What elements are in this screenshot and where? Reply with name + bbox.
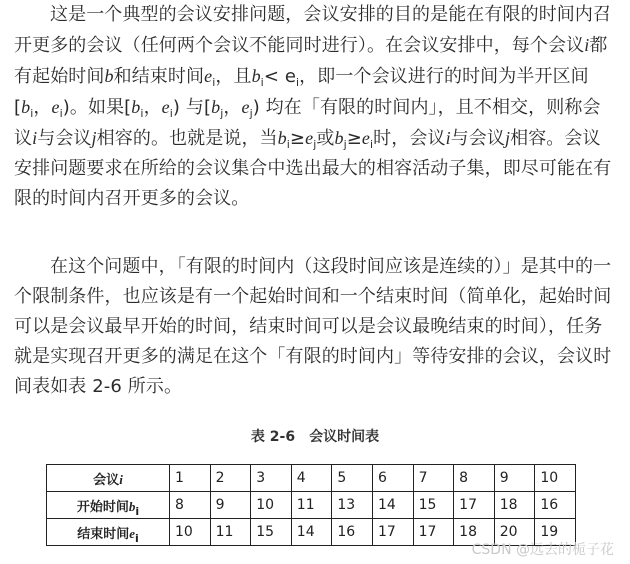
- table-cell: 9: [210, 492, 251, 519]
- row-header-variable: i: [119, 471, 123, 487]
- table-cell: 2: [210, 465, 251, 492]
- row-header-variable: b: [128, 498, 136, 514]
- table-cell: 15: [251, 519, 292, 546]
- intro-paragraph: 这是一个典型的会议安排问题，会议安排的目的是能在有限的时间内召开更多的会议（任何两个会议不能同时进行）。在会议安排中，每个会议i都有起始时间b和结束时间$e_i$，且$b_i< e_i$，即一个会议进行的时间为半开区间[$b_i$，$e_i$)。如果[$b_i$，$e_i$) 与[$b_j$，$e_j$) 均在「有限的时间内」，且不相交，则称会议i与会议j相容的。也就是说，当$b_i\ge e_j$或$b_j\ge e_i$时，会议i与会议j相容。会议安排问题要求在所给的会议集合中选出最大的相容活动子集，即尽可能在有限的时间内召开更多的会议。: [14, 4, 612, 209]
- row-header: [47, 519, 170, 546]
- meeting-number-row: [47, 465, 576, 492]
- constraint-paragraph: 在这个问题中，「有限的时间内（这段时间应该是连续的）」是其中的一个限制条件，也应该是有一个起始时间和一个结束时间（简单化，起始时间可以是会议最早开始的时间，结束时间可以是会议最晚结束的时间），任务就是实现召开更多的满足在这个「有限的时间内」等待安排的会议，会议时间表如表 2-6 所示。: [14, 256, 612, 397]
- table-cell: 13: [332, 492, 373, 519]
- table-cell: 15: [413, 492, 454, 519]
- table-cell: 10: [251, 492, 292, 519]
- table-cell: 9: [494, 465, 535, 492]
- table-cell: 17: [454, 492, 495, 519]
- row-header-variable: e: [129, 525, 135, 541]
- row-header-subscript: i: [135, 504, 140, 518]
- table-cell: 20: [494, 519, 535, 546]
- table-cell: 16: [535, 492, 576, 519]
- meeting-time-table: [46, 464, 576, 546]
- table-cell: 18: [494, 492, 535, 519]
- table-cell: 11: [210, 519, 251, 546]
- table-cell: 4: [291, 465, 332, 492]
- table-cell: 10: [170, 519, 211, 546]
- row-header: [47, 492, 170, 519]
- table-caption: 表 2-6 会议时间表: [250, 429, 380, 445]
- row-header-label: 结束时间: [77, 526, 130, 542]
- table-cell: 18: [454, 519, 495, 546]
- row-header-subscript: i: [135, 531, 139, 545]
- row-header-label: 开始时间: [76, 499, 129, 515]
- table-cell: 14: [291, 519, 332, 546]
- table-cell: 8: [454, 465, 495, 492]
- table-cell: 1: [170, 465, 211, 492]
- table-cell: 19: [535, 519, 576, 546]
- table-cell: 14: [372, 492, 413, 519]
- table-cell: 16: [332, 519, 373, 546]
- row-header-label: 会议: [93, 472, 120, 488]
- table-cell: 8: [170, 492, 211, 519]
- table-cell: 6: [372, 465, 413, 492]
- start-time-row: [47, 492, 576, 519]
- table-cell: 3: [251, 465, 292, 492]
- table-cell: 17: [372, 519, 413, 546]
- csdn-watermark: CSDN @远去的栀子花: [471, 542, 614, 558]
- table-cell: 5: [332, 465, 373, 492]
- table-cell: 7: [413, 465, 454, 492]
- table-cell: 17: [413, 519, 454, 546]
- table-cell: 11: [291, 492, 332, 519]
- table-cell: 10: [535, 465, 576, 492]
- row-header: [47, 465, 170, 492]
